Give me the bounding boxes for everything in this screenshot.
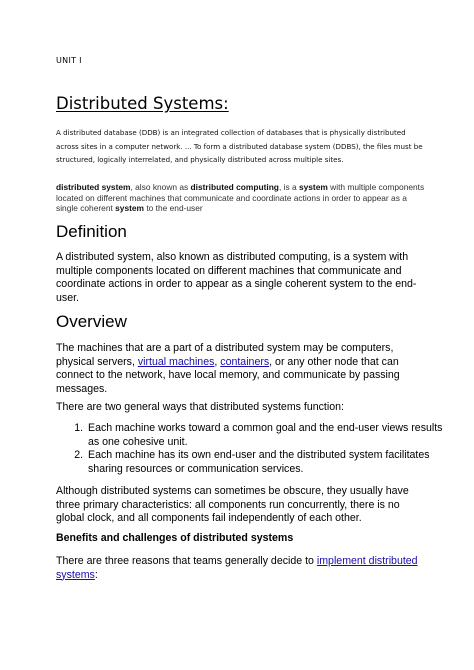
list-item: 1. Each machine works toward a common goal and the end-user views results as one cohesive unit.: [86, 422, 446, 449]
snippet-text: to the end-user: [144, 203, 203, 214]
list-item: 2. Each machine has its own end-user and the distributed system facilitates sharing resources or communication services.: [86, 449, 446, 476]
paragraph-text: ,: [214, 355, 221, 368]
implement-distributed-systems-link[interactable]: implement distributed systems: [56, 555, 418, 581]
term-system: system: [298, 182, 328, 192]
paragraph-text: The machines that are a part of a distributed system may be computers, physical servers,: [56, 342, 394, 368]
overview-heading: Overview: [56, 312, 127, 331]
virtual-machines-link[interactable]: virtual machines: [137, 355, 215, 368]
page-title: Distributed Systems:: [56, 94, 229, 113]
paragraph-text: There are three reasons that teams generally decide to: [56, 555, 317, 567]
unit-label: UNIT I: [56, 56, 82, 65]
overview-paragraph-2: There are two general ways that distributed systems function:: [56, 401, 344, 413]
benefits-paragraph: [56, 555, 426, 582]
containers-link[interactable]: containers: [220, 355, 270, 368]
benefits-heading: Benefits and challenges of distributed systems: [56, 532, 294, 544]
term-system: system: [115, 203, 145, 214]
paragraph-text: :: [94, 568, 98, 581]
definition-heading: Definition: [56, 222, 127, 241]
intro-paragraph: A distributed database (DDB) is an integrated collection of databases that is physically distributed across sites in a computer network. ... To form a distributed database system (DDBS), the files must be structured, logically interrelated, and physically distributed across multiple sites.: [56, 128, 423, 164]
overview-paragraph-1: [56, 342, 426, 396]
term-distributed-computing: distributed computing: [190, 182, 279, 192]
snippet-text: , also known as: [130, 182, 191, 192]
overview-paragraph-3: Although distributed systems can sometimes be obscure, they usually have three primary characteristics: all components run concurrently, there is no global clock, and all components fail independently of each other.: [56, 485, 409, 525]
functions-list: [56, 422, 446, 476]
paragraph-text: , or any other node that can connect to the network, have local memory, and communicate by passing messages.: [56, 355, 400, 395]
definition-paragraph: A distributed system, also known as distributed computing, is a system with multiple components located on different machines that communicate and coordinate actions in order to appear as a single coherent system to the end-user.: [56, 251, 417, 304]
term-distributed-system: distributed system: [56, 182, 131, 192]
snippet-text: with multiple components located on different machines that communicate and coordinate actions in order to appear as a single coherent: [56, 182, 425, 214]
snippet-text: , is a: [278, 182, 299, 192]
definition-snippet: [56, 182, 428, 214]
